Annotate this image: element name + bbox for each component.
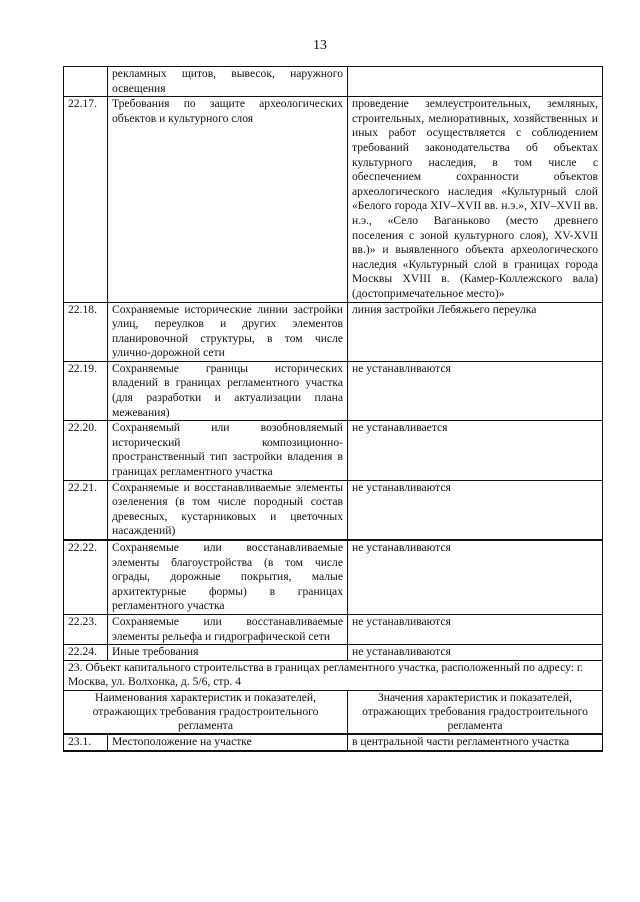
- table-row: [64, 734, 603, 751]
- column-header-row: [64, 690, 603, 734]
- row-number: 22.19.: [64, 361, 108, 420]
- row-number: 22.18.: [64, 302, 108, 361]
- row-number: 22.23.: [64, 614, 108, 644]
- row-value: не устанавливается: [348, 421, 603, 480]
- row-name: Иные требования: [108, 645, 348, 661]
- row-value: в центральной части регламентного участка: [348, 734, 603, 751]
- row-number: 22.22.: [64, 540, 108, 614]
- row-value: не устанавливаются: [348, 614, 603, 644]
- row-value: линия застройки Лебяжьего переулка: [348, 302, 603, 361]
- column-header-values: Значения характеристик и показателей, отражающих требования градостроительного регламента: [348, 690, 603, 734]
- row-name: Сохраняемые исторические линии застройки улиц, переулков и других элементов планировочной структуры, в том числе улично-дорожной сети: [108, 302, 348, 361]
- row-value: не устанавливаются: [348, 540, 603, 614]
- table-row: [64, 97, 603, 302]
- section-heading: 23. Объект капитального строительства в границах регламентного участка, расположенный по адресу: г. Москва, ул. Волхонка, д. 5/6, стр. 4: [64, 660, 603, 690]
- row-number: 22.20.: [64, 421, 108, 480]
- row-name: Сохраняемые или восстанавливаемые элементы рельефа и гидрографической сети: [108, 614, 348, 644]
- row-name: Сохраняемые границы исторических владений в границах регламентного участка (для разработки и актуализации плана межевания): [108, 361, 348, 420]
- row-number: 23.1.: [64, 734, 108, 751]
- page-number: 13: [313, 38, 327, 53]
- row-name: Требования по защите археологических объектов и культурного слоя: [108, 97, 348, 302]
- row-number: 22.24.: [64, 645, 108, 661]
- row-value: не устанавливаются: [348, 645, 603, 661]
- row-name: Местоположение на участке: [108, 734, 348, 751]
- row-value: не устанавливаются: [348, 480, 603, 540]
- table-row: [64, 302, 603, 361]
- table-row: [64, 361, 603, 420]
- table-row: [64, 421, 603, 480]
- row-name: Сохраняемые или восстанавливаемые элементы благоустройства (в том числе ограды, дорожные покрытия, малые архитектурные формы) в границах регламентного участка: [108, 540, 348, 614]
- row-value: не устанавливаются: [348, 361, 603, 420]
- row-number: [64, 67, 108, 97]
- row-name: Сохраняемый или возобновляемый исторический композиционно-пространственный тип застройки владения в границах регламентного участка: [108, 421, 348, 480]
- row-number: 22.17.: [64, 97, 108, 302]
- row-name: рекламных щитов, вывесок, наружного освещения: [108, 67, 348, 97]
- table-row: [64, 67, 603, 97]
- table-row: [64, 540, 603, 614]
- table-row: [64, 645, 603, 661]
- section-heading-row: [64, 660, 603, 690]
- row-value: [348, 67, 603, 97]
- table-row: [64, 480, 603, 540]
- column-header-characteristics: Наименования характеристик и показателей, отражающих требования градостроительного регламента: [64, 690, 348, 734]
- row-number: 22.21.: [64, 480, 108, 540]
- regulation-table: [63, 66, 603, 752]
- table-row: [64, 614, 603, 644]
- row-name: Сохраняемые и восстанавливаемые элементы озеленения (в том числе породный состав древесных, кустарниковых и цветочных насаждений): [108, 480, 348, 540]
- row-value: проведение землеустроительных, земляных, строительных, мелиоративных, хозяйственных и иных работ осуществляется с соблюдением требований законодательства об объектах культурного наследия, в том числе с обеспечением сохранности объектов археологического наследия «Культурный слой «Белого города XIV–XVII вв. н.э.», XIV–XVII вв. н.э., «Село Ваганьково (место древнего поселения с зоной культурного слоя), XV-XVII вв.)» и выявленного объекта археологического наследия «Культурный слой в границах города Москвы XVIII в. (Камер-Коллежского вала) (достопримечательное место)»: [348, 97, 603, 302]
